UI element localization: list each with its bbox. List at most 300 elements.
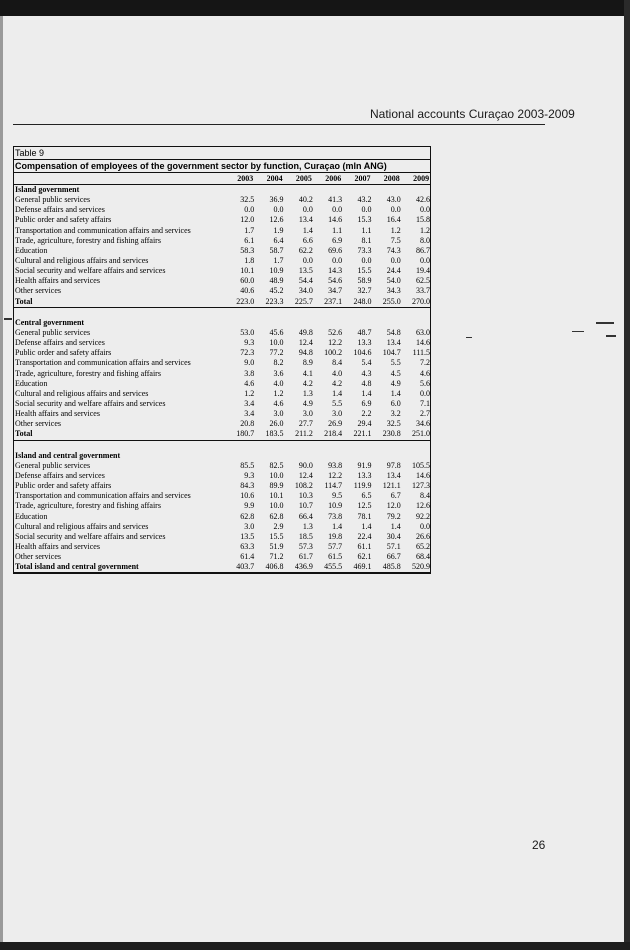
row-label: Other services [15, 552, 61, 562]
table-row [14, 542, 430, 552]
value-cell: 4.9 [302, 398, 313, 408]
value-cell: 6.9 [361, 398, 372, 408]
scan-edge-top [0, 0, 630, 16]
value-cell: 48.9 [269, 276, 284, 286]
table-row [14, 286, 430, 296]
row-label: Health affairs and services [15, 276, 100, 286]
table-row [14, 328, 430, 338]
value-cell: 49.8 [298, 327, 313, 337]
table-row [14, 399, 430, 409]
value-cell: 1.4 [302, 225, 313, 235]
value-cell [254, 451, 283, 461]
value-cell: 8.2 [273, 358, 284, 368]
value-cell: 26.0 [269, 419, 284, 429]
value-cell: 61.5 [328, 552, 343, 562]
value-cell: 9.3 [244, 338, 255, 348]
row-label: Social security and welfare affairs and services [15, 398, 166, 408]
value-cell: 45.2 [269, 286, 284, 296]
value-cell: 5.4 [361, 358, 372, 368]
value-cell: 77.2 [269, 348, 284, 358]
value-cell: 3.0 [244, 521, 255, 531]
row-label: Education [15, 245, 48, 255]
value-cell: 0.0 [361, 205, 372, 215]
table-row [14, 256, 430, 266]
value-cell: 18.5 [298, 531, 313, 541]
value-cell: 57.7 [328, 541, 343, 551]
row-label: Total [15, 429, 33, 439]
value-cell [342, 451, 371, 461]
value-cell: 58.9 [357, 276, 372, 286]
value-cell: 10.9 [328, 501, 343, 511]
value-cell: 69.6 [328, 245, 343, 255]
row-label: Public order and safety affairs [15, 215, 112, 225]
value-cell [342, 185, 371, 195]
value-cell: 61.4 [240, 552, 255, 562]
value-cell: 14.6 [416, 338, 431, 348]
value-cell: 41.3 [328, 195, 343, 205]
value-cell: 10.1 [240, 266, 255, 276]
value-cell: 9.0 [244, 358, 255, 368]
value-cell: 13.4 [386, 470, 401, 480]
value-cell: 1.8 [244, 255, 255, 265]
value-cell: 79.2 [386, 511, 401, 521]
value-cell: 15.8 [416, 215, 431, 225]
value-cell: 12.4 [298, 470, 313, 480]
value-cell: 61.7 [298, 552, 313, 562]
value-cell: 10.7 [298, 501, 313, 511]
value-cell: 62.2 [298, 245, 313, 255]
total-row [14, 562, 430, 573]
scan-edge-right [624, 0, 630, 950]
table-row [14, 532, 430, 542]
value-cell: 119.9 [353, 481, 372, 491]
value-cell: 436.9 [294, 562, 313, 572]
value-cell: 63.0 [416, 327, 431, 337]
table-header-row [14, 173, 430, 185]
value-cell: 13.3 [357, 470, 372, 480]
value-cell: 0.0 [302, 205, 313, 215]
row-label: Defense affairs and services [15, 338, 105, 348]
value-cell: 4.2 [332, 378, 343, 388]
value-cell: 63.3 [240, 541, 255, 551]
value-cell [254, 318, 283, 328]
table-row [14, 276, 430, 286]
value-cell: 406.8 [265, 562, 284, 572]
value-cell: 1.4 [361, 521, 372, 531]
value-cell: 4.0 [273, 378, 284, 388]
row-label: Island government [15, 185, 80, 194]
value-cell: 108.2 [294, 481, 313, 491]
value-cell: 34.6 [416, 419, 431, 429]
value-cell: 10.6 [240, 491, 255, 501]
value-cell: 54.8 [386, 327, 401, 337]
value-cell: 42.6 [416, 195, 431, 205]
value-cell: 22.4 [357, 531, 372, 541]
value-cell: 0.0 [420, 205, 431, 215]
row-label: Health affairs and services [15, 541, 100, 551]
table-row [14, 358, 430, 368]
value-cell: 1.4 [361, 388, 372, 398]
row-label: Education [15, 378, 48, 388]
value-cell: 8.0 [420, 235, 431, 245]
section-heading-row [14, 318, 430, 328]
value-cell: 14.6 [328, 215, 343, 225]
value-cell: 10.3 [298, 491, 313, 501]
value-cell: 34.3 [386, 286, 401, 296]
value-cell: 0.0 [420, 521, 431, 531]
value-cell: 5.5 [332, 398, 343, 408]
value-cell: 1.2 [420, 225, 431, 235]
value-cell: 0.0 [332, 255, 343, 265]
value-cell: 10.1 [269, 491, 284, 501]
row-label: Trade, agriculture, forestry and fishing affairs [15, 235, 161, 245]
value-cell: 4.6 [273, 398, 284, 408]
value-cell: 32.7 [357, 286, 372, 296]
value-cell: 13.5 [298, 266, 313, 276]
running-header: National accounts Curaçao 2003-2009 [370, 107, 575, 121]
value-cell: 104.6 [353, 348, 372, 358]
value-cell: 26.6 [416, 531, 431, 541]
total-row [14, 429, 430, 440]
value-cell: 105.5 [412, 460, 431, 470]
value-cell: 2.9 [273, 521, 284, 531]
value-cell: 12.4 [298, 338, 313, 348]
value-cell: 100.2 [324, 348, 343, 358]
value-cell: 1.3 [302, 388, 313, 398]
value-cell: 82.5 [269, 460, 284, 470]
value-cell: 1.7 [273, 255, 284, 265]
value-cell: 73.3 [357, 245, 372, 255]
year-header: 2008 [383, 174, 400, 183]
value-cell: 10.9 [269, 266, 284, 276]
row-label: Public order and safety affairs [15, 348, 112, 358]
value-cell: 33.7 [416, 286, 431, 296]
value-cell [225, 318, 254, 328]
value-cell: 0.0 [332, 205, 343, 215]
row-label: General public services [15, 327, 91, 337]
value-cell: 230.8 [382, 429, 401, 439]
row-label: Public order and safety affairs [15, 481, 112, 491]
scan-speck [596, 322, 614, 324]
row-label: Central government [15, 317, 85, 327]
table-row [14, 338, 430, 348]
value-cell: 14.3 [328, 266, 343, 276]
value-cell: 0.0 [390, 255, 401, 265]
row-label: Trade, agriculture, forestry and fishing affairs [15, 368, 161, 378]
value-cell: 1.7 [244, 225, 255, 235]
value-cell: 57.1 [386, 541, 401, 551]
table-row [14, 419, 430, 429]
value-cell: 3.2 [390, 409, 401, 419]
value-cell: 1.2 [390, 225, 401, 235]
value-cell: 6.7 [390, 491, 401, 501]
value-cell: 10.0 [269, 338, 284, 348]
value-cell [313, 318, 342, 328]
value-cell: 4.6 [244, 378, 255, 388]
row-label: Island and central government [15, 450, 121, 460]
value-cell: 0.0 [420, 255, 431, 265]
value-cell: 0.0 [390, 205, 401, 215]
row-label: Other services [15, 419, 61, 429]
table-body [14, 185, 430, 573]
value-cell: 8.4 [420, 491, 431, 501]
value-cell: 89.9 [269, 481, 284, 491]
year-header: 2004 [266, 174, 283, 183]
value-cell: 5.6 [420, 378, 431, 388]
value-cell: 13.3 [357, 338, 372, 348]
table-row [14, 522, 430, 532]
value-cell [401, 451, 430, 461]
value-cell: 58.3 [240, 245, 255, 255]
row-label: Education [15, 511, 48, 521]
table-row [14, 369, 430, 379]
value-cell: 19.4 [416, 266, 431, 276]
scan-edge-bottom [0, 942, 630, 950]
value-cell: 15.5 [269, 531, 284, 541]
value-cell: 111.5 [412, 348, 431, 358]
value-cell: 4.3 [361, 368, 372, 378]
value-cell: 32.5 [240, 195, 255, 205]
value-cell: 24.4 [386, 266, 401, 276]
value-cell: 251.0 [412, 429, 431, 439]
row-label: Social security and welfare affairs and services [15, 266, 166, 276]
value-cell: 10.0 [269, 501, 284, 511]
value-cell: 27.7 [298, 419, 313, 429]
value-cell: 218.4 [324, 429, 343, 439]
value-cell: 225.7 [294, 296, 313, 306]
value-cell: 104.7 [382, 348, 401, 358]
value-cell: 66.4 [298, 511, 313, 521]
value-cell: 0.0 [361, 255, 372, 265]
value-cell: 12.2 [328, 470, 343, 480]
row-label: Trade, agriculture, forestry and fishing affairs [15, 501, 161, 511]
table-label: Table 9 [14, 147, 430, 160]
value-cell: 1.9 [273, 225, 284, 235]
value-cell: 1.2 [273, 388, 284, 398]
value-cell: 121.1 [382, 481, 401, 491]
value-cell: 223.3 [265, 296, 284, 306]
value-cell: 3.4 [244, 409, 255, 419]
value-cell: 40.2 [298, 195, 313, 205]
table-row [14, 348, 430, 358]
value-cell: 16.4 [386, 215, 401, 225]
year-header: 2009 [413, 174, 430, 183]
value-cell: 43.2 [357, 195, 372, 205]
year-header: 2003 [237, 174, 254, 183]
value-cell: 6.0 [390, 398, 401, 408]
value-cell: 14.6 [416, 470, 431, 480]
value-cell: 86.7 [416, 245, 431, 255]
value-cell: 54.6 [328, 276, 343, 286]
total-row [14, 297, 430, 308]
value-cell: 485.8 [382, 562, 401, 572]
value-cell: 74.3 [386, 245, 401, 255]
value-cell: 403.7 [236, 562, 255, 572]
scan-speck [466, 337, 472, 338]
value-cell: 12.0 [386, 501, 401, 511]
value-cell [313, 185, 342, 195]
value-cell [284, 185, 313, 195]
header-rule [13, 124, 545, 125]
value-cell: 237.1 [324, 296, 343, 306]
blank-row [14, 441, 430, 451]
table-row [14, 552, 430, 562]
value-cell: 93.8 [328, 460, 343, 470]
value-cell: 20.8 [240, 419, 255, 429]
value-cell: 45.6 [269, 327, 284, 337]
value-cell: 94.8 [298, 348, 313, 358]
value-cell: 92.2 [416, 511, 431, 521]
value-cell: 62.8 [240, 511, 255, 521]
value-cell: 3.0 [302, 409, 313, 419]
table-row [14, 471, 430, 481]
row-label: Defense affairs and services [15, 205, 105, 215]
value-cell [225, 185, 254, 195]
section-heading-row [14, 185, 430, 195]
value-cell: 60.0 [240, 276, 255, 286]
value-cell: 71.2 [269, 552, 284, 562]
value-cell: 72.3 [240, 348, 255, 358]
value-cell: 1.1 [361, 225, 372, 235]
table-row [14, 215, 430, 225]
row-label: Cultural and religious affairs and services [15, 255, 149, 265]
value-cell: 12.2 [328, 338, 343, 348]
blank-row [14, 308, 430, 318]
table-row [14, 501, 430, 511]
value-cell: 62.8 [269, 511, 284, 521]
value-cell: 0.0 [273, 205, 284, 215]
row-label: Defense affairs and services [15, 470, 105, 480]
value-cell: 19.8 [328, 531, 343, 541]
value-cell: 7.2 [420, 358, 431, 368]
value-cell: 57.3 [298, 541, 313, 551]
value-cell: 12.6 [269, 215, 284, 225]
value-cell: 15.3 [357, 215, 372, 225]
value-cell: 3.8 [244, 368, 255, 378]
value-cell: 8.9 [302, 358, 313, 368]
value-cell: 34.7 [328, 286, 343, 296]
value-cell [371, 185, 400, 195]
value-cell: 4.1 [302, 368, 313, 378]
value-cell: 51.9 [269, 541, 284, 551]
scan-speck [572, 331, 584, 332]
value-cell: 52.6 [328, 327, 343, 337]
table-title: Compensation of employees of the government sector by function, Curaçao (mln ANG) [14, 160, 430, 173]
value-cell: 78.1 [357, 511, 372, 521]
value-cell: 68.4 [416, 552, 431, 562]
table-row [14, 205, 430, 215]
row-label: Other services [15, 286, 61, 296]
value-cell [254, 185, 283, 195]
value-cell: 4.5 [390, 368, 401, 378]
value-cell: 6.5 [361, 491, 372, 501]
value-cell: 3.6 [273, 368, 284, 378]
value-cell: 12.6 [416, 501, 431, 511]
value-cell: 36.9 [269, 195, 284, 205]
value-cell: 1.4 [332, 388, 343, 398]
value-cell: 114.7 [324, 481, 343, 491]
row-label: Total island and central government [15, 562, 139, 572]
value-cell [401, 185, 430, 195]
row-label: Total [15, 296, 33, 306]
value-cell: 1.4 [390, 388, 401, 398]
value-cell: 4.0 [332, 368, 343, 378]
year-header: 2006 [325, 174, 342, 183]
year-header: 2005 [295, 174, 312, 183]
value-cell: 29.4 [357, 419, 372, 429]
table-row [14, 409, 430, 419]
value-cell: 3.4 [244, 398, 255, 408]
row-label: Health affairs and services [15, 409, 100, 419]
value-cell: 91.9 [357, 460, 372, 470]
value-cell: 62.1 [357, 552, 372, 562]
value-cell: 65.2 [416, 541, 431, 551]
value-cell: 183.5 [265, 429, 284, 439]
value-cell: 469.1 [353, 562, 372, 572]
value-cell: 12.5 [357, 501, 372, 511]
value-cell: 455.5 [324, 562, 343, 572]
row-label: Transportation and communication affairs and services [15, 358, 191, 368]
value-cell: 1.3 [302, 521, 313, 531]
value-cell: 53.0 [240, 327, 255, 337]
value-cell: 9.3 [244, 470, 255, 480]
value-cell: 7.5 [390, 235, 401, 245]
page-number: 26 [532, 838, 546, 852]
value-cell: 30.4 [386, 531, 401, 541]
value-cell: 0.0 [244, 205, 255, 215]
value-cell: 6.1 [244, 235, 255, 245]
value-cell: 8.4 [332, 358, 343, 368]
value-cell: 48.7 [357, 327, 372, 337]
row-label: Transportation and communication affairs and services [15, 491, 191, 501]
value-cell: 58.7 [269, 245, 284, 255]
value-cell: 6.9 [332, 235, 343, 245]
value-cell: 6.4 [273, 235, 284, 245]
value-cell: 3.0 [273, 409, 284, 419]
table-row [14, 491, 430, 501]
value-cell: 32.5 [386, 419, 401, 429]
scan-speck [4, 318, 12, 320]
table-row [14, 266, 430, 276]
value-cell: 85.5 [240, 460, 255, 470]
value-cell: 15.5 [357, 266, 372, 276]
row-label: Cultural and religious affairs and services [15, 521, 149, 531]
value-cell: 54.4 [298, 276, 313, 286]
compensation-table [13, 146, 431, 574]
table-row [14, 512, 430, 522]
value-cell: 180.7 [236, 429, 255, 439]
value-cell: 12.0 [240, 215, 255, 225]
value-cell: 4.9 [390, 378, 401, 388]
value-cell: 13.5 [240, 531, 255, 541]
value-cell: 248.0 [353, 296, 372, 306]
value-cell: 13.4 [298, 215, 313, 225]
value-cell [401, 318, 430, 328]
year-header: 2007 [354, 174, 371, 183]
value-cell: 43.0 [386, 195, 401, 205]
value-cell: 0.0 [302, 255, 313, 265]
value-cell: 4.6 [420, 368, 431, 378]
value-cell: 127.3 [412, 481, 431, 491]
header-label-cell [14, 173, 224, 184]
value-cell: 62.5 [416, 276, 431, 286]
table-row [14, 461, 430, 471]
scan-speck [606, 335, 616, 337]
table-row [14, 226, 430, 236]
value-cell: 13.4 [386, 338, 401, 348]
value-cell: 26.9 [328, 419, 343, 429]
value-cell: 90.0 [298, 460, 313, 470]
